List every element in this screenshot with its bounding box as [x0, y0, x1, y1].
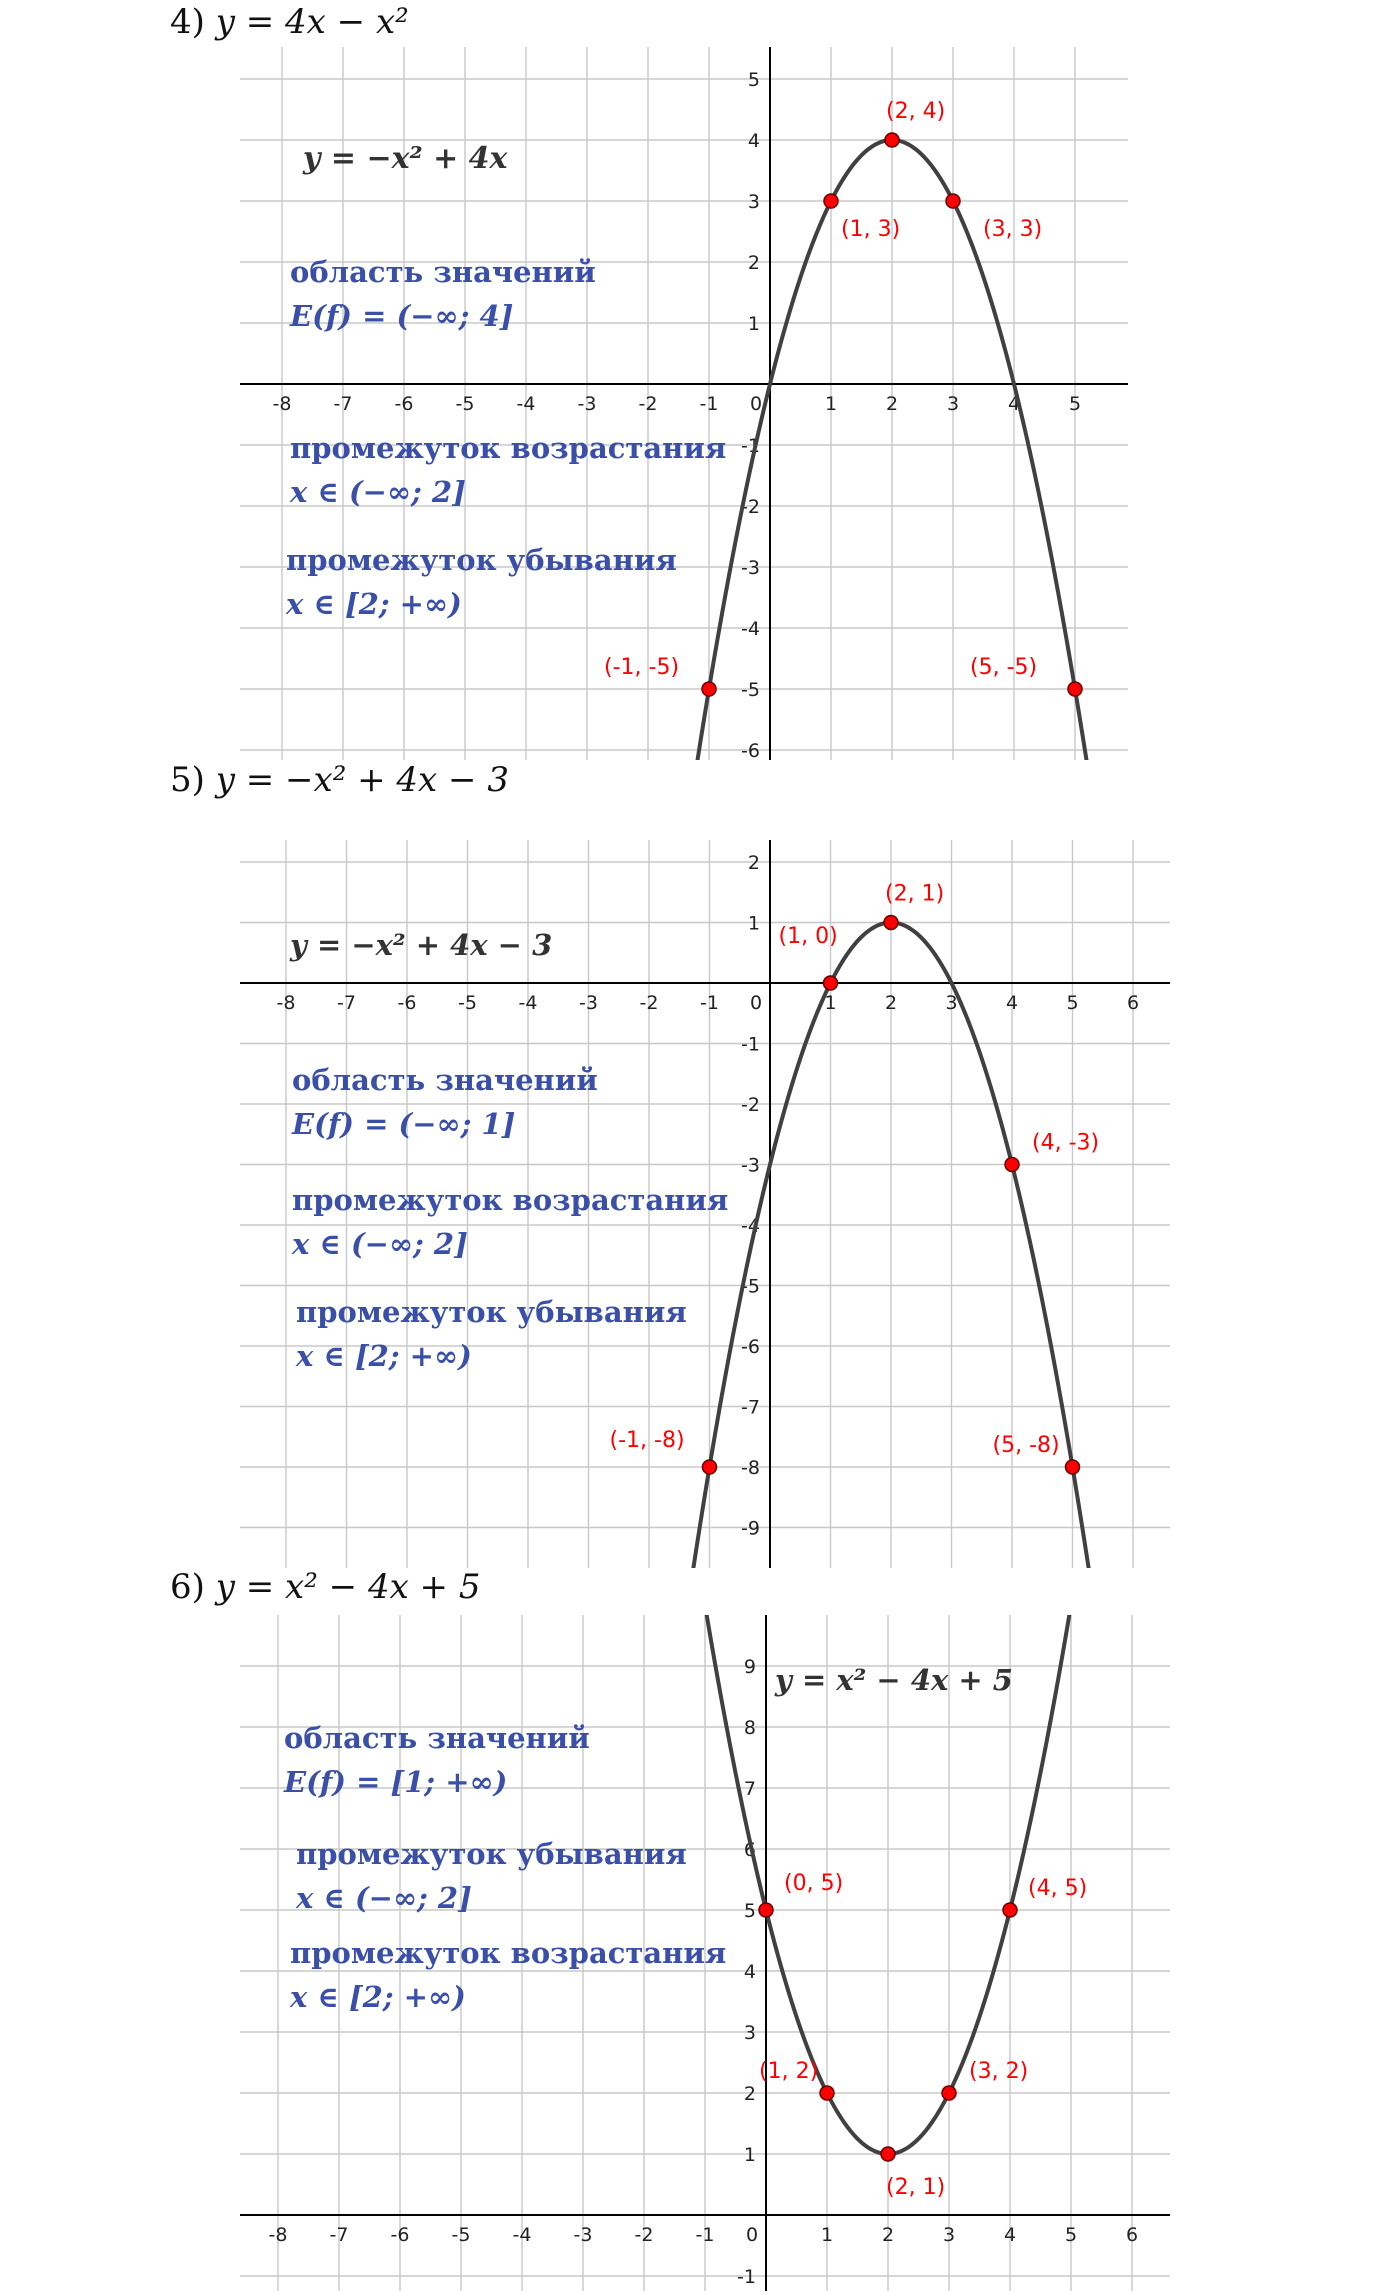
chart-5-x-tick-label: 0: [749, 992, 763, 1014]
chart-6-y-tick-label: 5: [743, 1900, 756, 1922]
chart-5-y-tick-label: -5: [741, 1275, 760, 1298]
chart-6-point-label: (3, 2): [969, 2059, 1029, 2084]
chart-5-annotation-title: промежуток возрастания: [292, 1183, 729, 1217]
chart-6-point-label: (2, 1): [886, 2175, 946, 2200]
chart-5-x-tick-label: 1: [824, 992, 837, 1014]
chart-6-y-tick-label: -1: [737, 2266, 756, 2288]
chart-6-y-tick-label: 3: [743, 2022, 756, 2044]
chart-5-point: [884, 916, 898, 930]
chart-6-number: 6): [170, 1567, 205, 1607]
chart-4-point-label: (2, 4): [886, 99, 946, 124]
chart-5-x-tick-label: 4: [1005, 992, 1019, 1014]
chart-5-annotation-value: x ∈ (−∞; 2]: [292, 1227, 468, 1261]
chart-5-y-tick-label: -9: [741, 1517, 760, 1540]
chart-4-y-tick-label: -6: [741, 740, 760, 762]
chart-6-y-tick-label: 8: [743, 1717, 756, 1739]
chart-4-x-tick-label: 1: [824, 393, 838, 415]
chart-4-x-tick-label: -7: [333, 393, 353, 415]
chart-4-y-tick-label: 2: [747, 252, 760, 274]
chart-5-point: [824, 976, 838, 990]
chart-6-y-tick-label: 7: [743, 1778, 756, 1800]
chart-4-x-tick-label: -2: [638, 393, 658, 415]
chart-5-x-tick-label: 6: [1126, 992, 1140, 1014]
chart-6-point: [942, 2086, 956, 2100]
chart-5-y-tick-label: -3: [741, 1154, 760, 1177]
chart-6-x-tick-label: -5: [451, 2224, 471, 2246]
chart-4-annotation-value: x ∈ [2; +∞): [286, 587, 462, 621]
chart-5-annotation-value: x ∈ [2; +∞): [296, 1339, 472, 1373]
chart-4-x-tick-label: -1: [699, 393, 719, 415]
chart-4-heading-formula: y = 4x − x²: [215, 2, 409, 42]
chart-5-x-tick-label: -7: [337, 992, 356, 1014]
chart-4-x-tick-label: 4: [1007, 393, 1021, 415]
chart-6-y-tick-label: 6: [743, 1839, 756, 1861]
chart-4-x-tick-label: 0: [749, 393, 763, 415]
chart-4-point: [1068, 682, 1082, 696]
chart-5-point-label: (-1, -8): [609, 1428, 685, 1453]
chart-4-x-tick-label: -6: [394, 393, 414, 415]
chart-6-annotation-value: E(f) = [1; +∞): [284, 1765, 508, 1799]
chart-6-point: [1003, 1903, 1017, 1917]
chart-6-point: [759, 1903, 773, 1917]
chart-4-point-label: (5, -5): [970, 655, 1038, 680]
chart-5-y-tick-label: 2: [747, 852, 760, 874]
chart-6-x-tick-label: 2: [881, 2224, 895, 2246]
chart-5-point-label: (2, 1): [885, 881, 945, 907]
chart-5-formula-label: y = −x² + 4x − 3: [290, 928, 553, 962]
chart-4-y-tick-label: -5: [741, 679, 760, 701]
chart-4-annotation-title: промежуток убывания: [286, 543, 677, 577]
chart-5-y-tick-label: -2: [741, 1094, 760, 1116]
chart-4-y-tick-label: 4: [747, 130, 760, 152]
chart-5-y-tick-label: -6: [741, 1336, 760, 1358]
chart-6-point-label: (0, 5): [784, 1871, 844, 1896]
chart-5-x-tick-label: 3: [945, 992, 958, 1014]
chart-6-x-tick-label: -4: [512, 2224, 532, 2246]
chart-6-annotation-title: промежуток убывания: [296, 1837, 687, 1871]
chart-6-x-tick-label: -8: [268, 2224, 288, 2246]
chart-6-x-tick-label: 3: [942, 2224, 956, 2246]
chart-6-annotation-title: область значений: [284, 1721, 590, 1755]
chart-6-y-tick-label: 9: [743, 1656, 756, 1678]
chart-5-point: [703, 1460, 717, 1474]
chart-5-x-tick-label: -1: [700, 992, 719, 1014]
chart-4-x-tick-label: -4: [516, 393, 536, 415]
chart-5-heading-formula: y = −x² + 4x − 3: [215, 760, 509, 800]
chart-4-annotation-title: область значений: [290, 255, 596, 289]
chart-6-formula-label: y = x² − 4x + 5: [775, 1663, 1013, 1697]
chart-5-y-tick-label: -1: [741, 1033, 760, 1056]
chart-6-point-label: (1, 2): [759, 2059, 819, 2084]
chart-6-x-tick-label: -3: [573, 2224, 593, 2246]
chart-6-x-tick-label: -1: [695, 2224, 715, 2246]
chart-5-point-label: (1, 0): [778, 924, 838, 949]
chart-5-x-tick-label: 5: [1066, 992, 1079, 1014]
chart-6-annotation-value: x ∈ (−∞; 2]: [296, 1881, 472, 1915]
chart-6-annotation-value: x ∈ [2; +∞): [290, 1980, 466, 2014]
chart-4-point: [824, 194, 838, 208]
chart-4-annotation-title: промежуток возрастания: [290, 431, 727, 465]
chart-4-y-tick-label: 1: [747, 313, 760, 335]
chart-4-point-label: (1, 3): [841, 217, 901, 242]
chart-4-y-tick-label: -3: [741, 557, 760, 579]
chart-5-x-tick-label: -4: [518, 992, 538, 1014]
chart-6-x-tick-label: -2: [634, 2224, 654, 2246]
chart-5-point-label: (4, -3): [1032, 1130, 1100, 1156]
chart-6-x-tick-label: 0: [745, 2224, 759, 2246]
chart-4-y-tick-label: 3: [747, 191, 760, 213]
chart-4-annotation-value: x ∈ (−∞; 2]: [290, 475, 466, 509]
chart-5-annotation-value: E(f) = (−∞; 1]: [292, 1107, 516, 1141]
chart-6-y-tick-label: 2: [743, 2083, 756, 2105]
chart-5-point: [1066, 1460, 1080, 1474]
chart-5-y-tick-label: -4: [741, 1215, 760, 1237]
chart-4-x-tick-label: 2: [885, 393, 899, 415]
chart-4-y-tick-label: -2: [741, 496, 760, 518]
chart-4-point: [702, 682, 716, 696]
chart-4-x-tick-label: -8: [272, 393, 292, 415]
chart-6: [240, 0, 1170, 2291]
chart-4-point: [885, 133, 899, 147]
chart-5-y-tick-label: -8: [741, 1457, 760, 1479]
chart-6-heading-formula: y = x² − 4x + 5: [215, 1567, 481, 1607]
chart-4-x-tick-label: -3: [577, 393, 597, 415]
chart-6-x-tick-label: 6: [1125, 2224, 1139, 2246]
chart-5-x-tick-label: -5: [458, 992, 477, 1014]
chart-6-x-tick-label: 4: [1003, 2224, 1017, 2246]
chart-5-point: [1005, 1158, 1019, 1172]
chart-4-formula-label: y = −x² + 4x: [303, 141, 508, 176]
chart-5-annotation-title: промежуток убывания: [296, 1295, 687, 1329]
chart-4-y-tick-label: 5: [747, 69, 760, 91]
chart-4-number: 4): [170, 2, 205, 42]
chart-6-x-tick-label: -6: [390, 2224, 410, 2246]
chart-6-x-tick-label: 5: [1064, 2224, 1078, 2246]
chart-4-y-tick-label: -4: [741, 618, 760, 640]
chart-5-x-tick-label: 2: [884, 992, 898, 1014]
chart-6-x-tick-label: 1: [820, 2224, 834, 2246]
chart-4-x-tick-label: 3: [946, 393, 960, 415]
chart-4-x-tick-label: 5: [1068, 393, 1082, 415]
chart-5-number: 5): [170, 760, 205, 800]
chart-4-point: [946, 194, 960, 208]
chart-4-y-tick-label: -1: [741, 435, 760, 457]
chart-5-x-tick-label: -3: [579, 992, 598, 1014]
chart-4-point-label: (-1, -5): [604, 655, 680, 680]
chart-4-annotation-value: E(f) = (−∞; 4]: [290, 299, 514, 333]
chart-5-x-tick-label: -6: [397, 992, 417, 1014]
chart-5-point-label: (5, -8): [992, 1433, 1060, 1458]
chart-6-point-label: (4, 5): [1028, 1876, 1088, 1901]
chart-5-x-tick-label: -2: [639, 992, 659, 1014]
chart-6-point: [820, 2086, 834, 2100]
chart-5-x-tick-label: -8: [276, 992, 296, 1014]
chart-5-annotation-title: область значений: [292, 1063, 598, 1097]
chart-4-point-label: (3, 3): [983, 217, 1043, 242]
chart-6-y-tick-label: 1: [743, 2144, 756, 2166]
chart-6-x-tick-label: -7: [329, 2224, 349, 2246]
chart-6-annotation-title: промежуток возрастания: [290, 1936, 727, 1970]
chart-5-y-tick-label: -7: [741, 1396, 760, 1419]
chart-4-x-tick-label: -5: [455, 393, 475, 415]
chart-6-y-tick-label: 4: [743, 1961, 756, 1983]
chart-5-y-tick-label: 1: [747, 912, 760, 935]
chart-6-point: [881, 2147, 895, 2161]
